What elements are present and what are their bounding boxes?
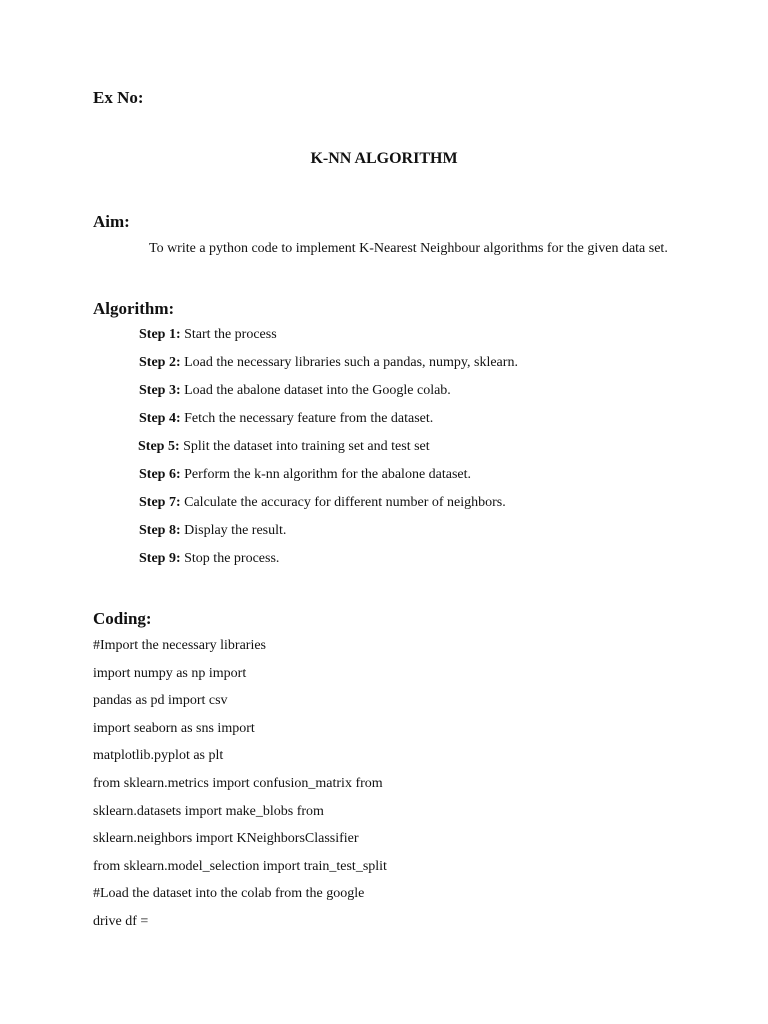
algorithm-step — [139, 355, 518, 371]
step-label: Step 7: — [139, 495, 181, 510]
coding-heading: Coding: — [93, 609, 152, 628]
algorithm-step — [139, 495, 506, 511]
code-line: import seaborn as sns import — [93, 721, 255, 736]
step-text: Stop the process. — [184, 551, 280, 566]
document-title: K-NN ALGORITHM — [310, 150, 458, 167]
algorithm-heading: Algorithm: — [93, 299, 175, 318]
code-line: sklearn.neighbors import KNeighborsClassifier — [93, 831, 359, 846]
step-label: Step 6: — [139, 467, 181, 482]
step-label: Step 2: — [139, 355, 181, 370]
ex-no-label: Ex No: — [93, 88, 144, 107]
step-text: Calculate the accuracy for different number of neighbors. — [184, 495, 506, 510]
algorithm-step — [138, 439, 430, 455]
algorithm-step — [139, 383, 451, 399]
step-text: Load the abalone dataset into the Google colab. — [184, 383, 451, 398]
code-line: drive df = — [93, 914, 149, 929]
step-label: Step 3: — [139, 383, 181, 398]
aim-text: To write a python code to implement K-Nearest Neighbour algorithms for the given data set. — [149, 241, 668, 256]
code-line: #Load the dataset into the colab from the google — [93, 886, 365, 901]
code-line: #Import the necessary libraries — [93, 638, 266, 653]
algorithm-step — [139, 551, 279, 567]
step-text: Start the process — [184, 327, 277, 342]
step-text: Perform the k-nn algorithm for the abalone dataset. — [184, 467, 472, 482]
code-line: import numpy as np import — [93, 666, 247, 681]
step-text: Split the dataset into training set and test set — [183, 439, 430, 454]
step-label: Step 5: — [138, 439, 180, 454]
step-text: Load the necessary libraries such a pandas, numpy, sklearn. — [184, 355, 518, 370]
algorithm-step — [139, 523, 286, 539]
code-line: sklearn.datasets import make_blobs from — [93, 804, 324, 819]
algorithm-step — [139, 327, 277, 343]
algorithm-step — [139, 467, 471, 483]
code-line: pandas as pd import csv — [93, 693, 228, 708]
step-label: Step 1: — [139, 327, 181, 342]
code-line: from sklearn.metrics import confusion_matrix from — [93, 776, 383, 791]
aim-heading: Aim: — [93, 212, 130, 231]
step-text: Fetch the necessary feature from the dataset. — [184, 411, 434, 426]
algorithm-step — [139, 411, 433, 427]
code-line: from sklearn.model_selection import train_test_split — [93, 859, 387, 874]
step-label: Step 9: — [139, 551, 181, 566]
step-text: Display the result. — [184, 523, 287, 538]
step-label: Step 4: — [139, 411, 181, 426]
code-line: matplotlib.pyplot as plt — [93, 748, 224, 763]
step-label: Step 8: — [139, 523, 181, 538]
